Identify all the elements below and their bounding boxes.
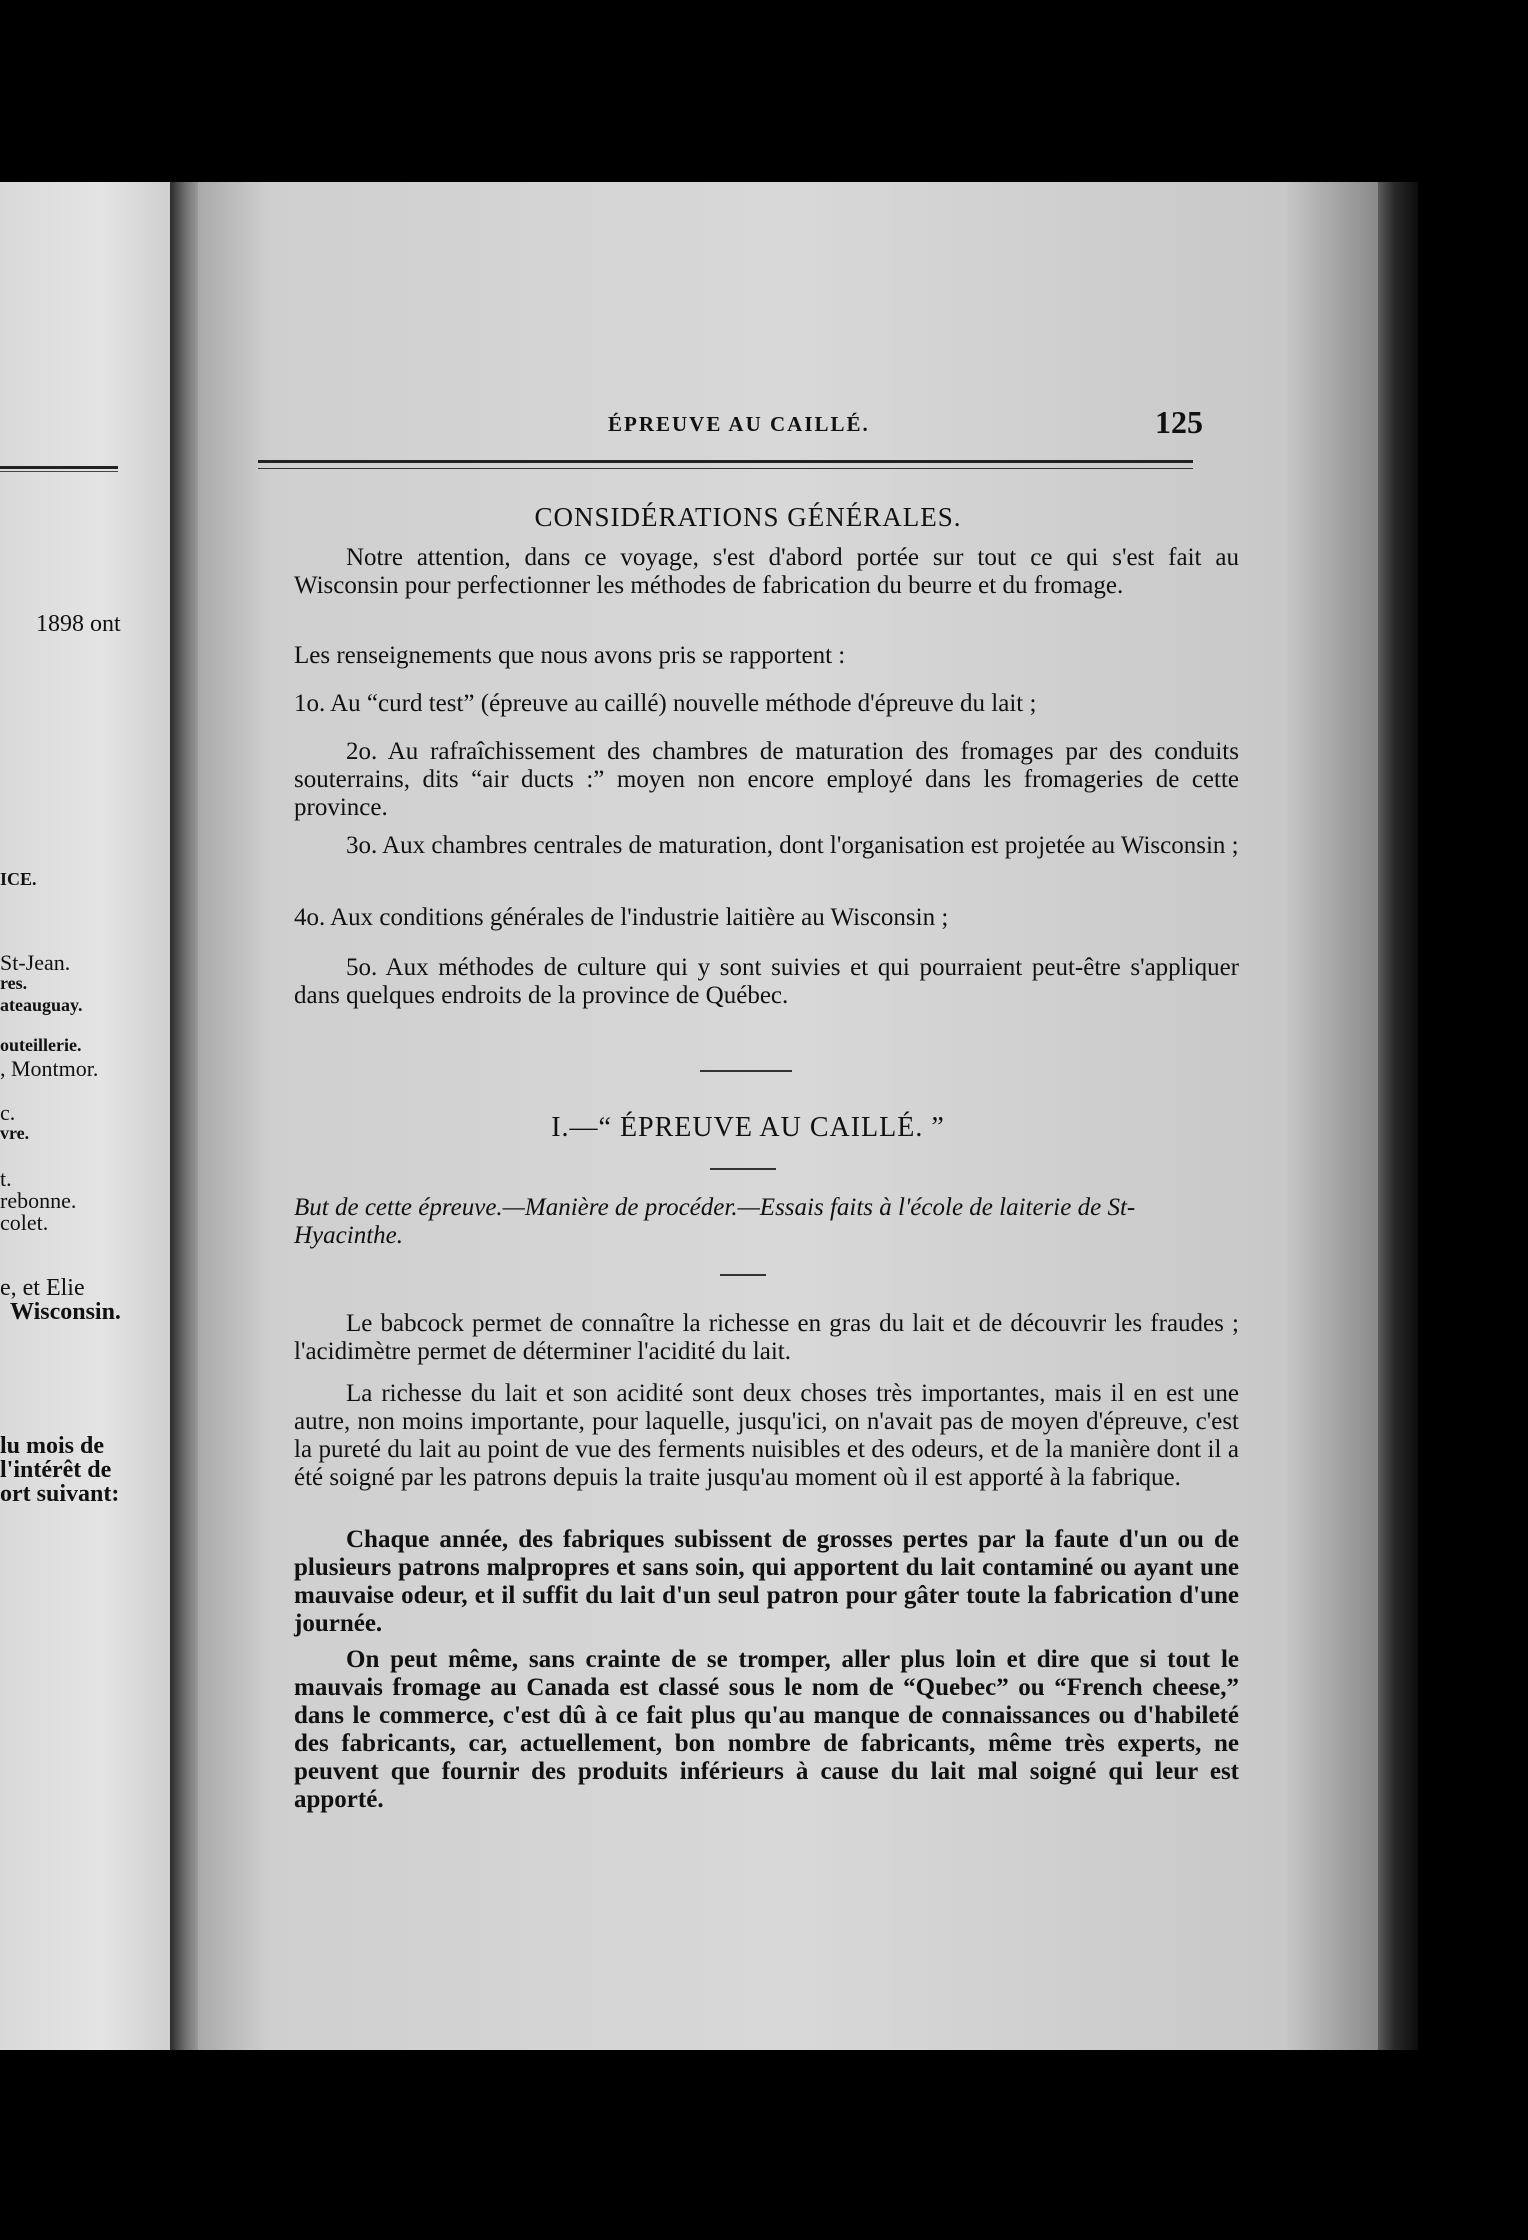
title-separator <box>710 1168 776 1170</box>
section-title-epreuve: I.—“ ÉPREUVE AU CAILLÉ. ” <box>551 1112 945 1143</box>
list-item-text: 5o. Aux méthodes de culture qui y sont suivies et qui pourraient peut-être s'appliquer dans quelques endroits de la province de Québec. <box>294 954 1239 1009</box>
page-edge <box>1378 182 1418 2050</box>
left-page-fragment: Wisconsin. <box>10 1299 121 1325</box>
header-rule <box>258 460 1193 463</box>
list-item-text: 4o. Aux conditions générales de l'industrie laitière au Wisconsin ; <box>294 904 949 931</box>
paragraph-lead <box>294 642 1239 670</box>
left-page-fragment: e, et Elie <box>0 1275 85 1301</box>
left-page-fragment: outeillerie. <box>0 1035 82 1055</box>
left-page-fragment: res. <box>0 973 28 993</box>
list-item-text: 3o. Aux chambres centrales de maturation, dont l'organisation est projetée au Wisconsin ; <box>346 832 1239 859</box>
list-item-text: 1o. Au “curd test” (épreuve au caillé) nouvelle méthode d'épreuve du lait ; <box>294 690 1037 717</box>
left-page-fragment: lu mois de <box>0 1433 105 1459</box>
page-number: 125 <box>1155 404 1203 440</box>
body-paragraph <box>294 1310 1239 1366</box>
left-page-fragment: ICE. <box>0 869 37 889</box>
body-paragraph-text: La richesse du lait et son acidité sont deux choses très importantes, mais il en est une autre, non moins importante, pour laquelle, jusqu'ici, on n'avait pas de moyen d'épreuve, c'est la pureté du lait au point de vue des ferments nuisibles et des odeurs, et de la manière dont il a été soigné par les patrons depuis la traite jusqu'au moment où il est apporté à la fabrique. <box>294 1380 1239 1491</box>
paragraph-intro <box>294 544 1239 600</box>
body-paragraph <box>294 1646 1239 1814</box>
left-page-fragment: l'intérêt de <box>0 1457 112 1483</box>
left-page-fragment: , Montmor. <box>0 1056 99 1081</box>
list-item <box>294 738 1239 822</box>
left-page-fragment: colet. <box>0 1210 49 1235</box>
body-paragraph-text: On peut même, sans crainte de se tromper, aller plus loin et dire que si tout le mauvais fromage au Canada est classé sous le nom de “Quebec” ou “French cheese,” dans le commerce, c'est dû à ce fait plus qu'au manque de connaissances ou d'habileté des fabricants, car, actuellement, bon nombre de fabricants, même très experts, ne peuvent que fournir des produits inférieurs à cause du lait mal soigné qui leur est apporté. <box>294 1646 1239 1813</box>
body-paragraph <box>294 1380 1239 1492</box>
list-item <box>294 690 1239 718</box>
subtitle-separator <box>720 1274 766 1276</box>
list-item-text: 2o. Au rafraîchissement des chambres de maturation des fromages par des conduits souterrains, dits “air ducts :” moyen non encore employé dans les fromageries de cette province. <box>294 738 1239 821</box>
section-separator <box>700 1070 792 1072</box>
left-page-fragment: ort suivant: <box>0 1481 120 1507</box>
left-page-rule <box>0 466 118 472</box>
left-page-fragment: t. <box>0 1166 12 1191</box>
paragraph-intro-text: Notre attention, dans ce voyage, s'est d'abord portée sur tout ce qui s'est fait au Wisconsin pour perfectionner les méthodes de fabrication du beurre et du fromage. <box>294 544 1239 599</box>
left-page <box>0 182 170 2050</box>
body-paragraph-text: Chaque année, des fabriques subissent de grosses pertes par la faute d'un ou de plusieurs patrons malpropres et sans soin, qui apportent du lait contaminé ou ayant une mauvaise odeur, et il suffit du lait d'un seul patron pour gâter toute la fabrication d'une journée. <box>294 1526 1239 1637</box>
list-item <box>294 954 1239 1010</box>
section-title-considerations: CONSIDÉRATIONS GÉNÉRALES. <box>534 502 962 532</box>
left-page-fragment: c. <box>0 1100 16 1125</box>
list-item <box>294 832 1239 860</box>
list-item <box>294 904 1239 932</box>
left-page-fragment: rebonne. <box>0 1188 77 1213</box>
left-page-fragment: vre. <box>0 1123 30 1143</box>
header-rule-thin <box>258 468 1193 469</box>
left-page-fragment: 1898 ont <box>36 611 121 637</box>
section-subtitle: But de cette épreuve.—Manière de procéder.—Essais faits à l'école de laiterie de St-Hyacinthe. <box>294 1194 1136 1249</box>
paragraph-lead-text: Les renseignements que nous avons pris se rapportent : <box>294 642 846 669</box>
left-page-fragment: ateauguay. <box>0 995 83 1015</box>
main-page <box>198 182 1378 2050</box>
running-head: ÉPREUVE AU CAILLÉ. <box>608 412 870 436</box>
book-spine <box>170 182 198 2050</box>
body-paragraph <box>294 1526 1239 1638</box>
left-page-fragment: St-Jean. <box>0 950 71 975</box>
body-paragraph-text: Le babcock permet de connaître la richesse en gras du lait et de découvrir les fraudes ; l'acidimètre permet de déterminer l'acidité du lait. <box>294 1310 1239 1365</box>
